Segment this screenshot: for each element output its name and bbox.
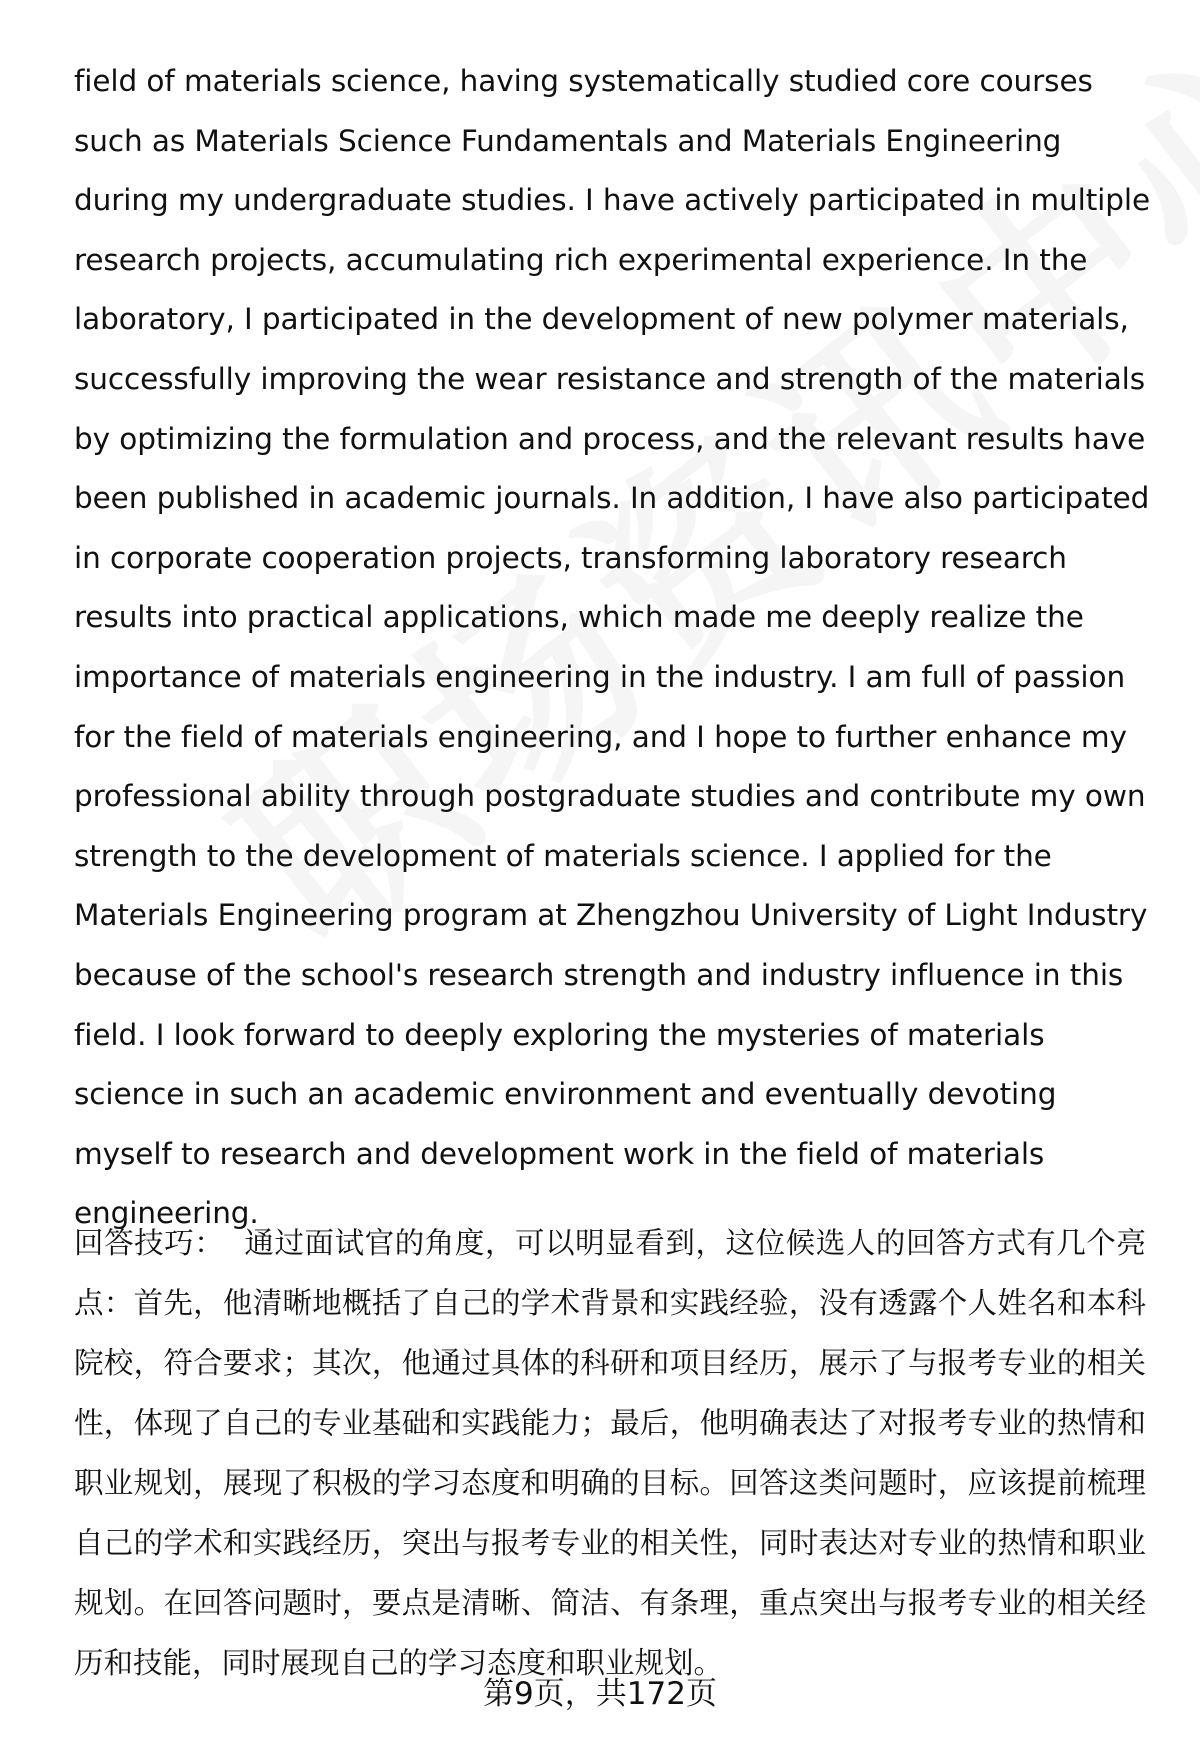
page-indicator: 第9页，共172页 [483,1676,717,1712]
answer-paragraph: field of materials science, having systematically studied core courses such as Materials Science Fundamentals and Materials Engineering during my undergraduate studies. I have actively participated in multiple research projects, accumulating rich experimental experience. In the laboratory, I participated in the development of new polymer materials, successfully improving the wear resistance and strength of the materials by optimizing the formulation and process, and the relevant results have been published in academic journals. In addition, I have also participated in corporate cooperation projects, transforming laboratory research results into practical applications, which made me deeply realize the importance of materials engineering in the industry. I am full of passion for the field of materials engineering, and I hope to further enhance my professional ability through postgraduate studies and contribute my own strength to the development of materials science. I applied for the Materials Engineering program at Zhengzhou University of Light Industry because of the school's research strength and industry influence in this field. I look forward to deeply exploring the mysteries of materials science in such an academic environment and eventually devoting myself to research and development work in the field of materials engineering. [74,64,1151,1231]
tips-paragraph [74,1213,1146,1693]
tips-label: 回答技巧： [74,1226,225,1260]
tips-text: 通过面试官的角度，可以明显看到，这位候选人的回答方式有几个亮点：首先，他清晰地概括了自己的学术背景和实践经验，没有透露个人姓名和本科院校，符合要求；其次，他通过具体的科研和项目经历，展示了与报考专业的相关性，体现了自己的专业基础和实践能力；最后，他明确表达了对报考专业的热情和职业规划，展现了积极的学习态度和明确的目标。回答这类问题时，应该提前梳理自己的学术和实践经历，突出与报考专业的相关性，同时表达对专业的热情和职业规划。在回答问题时，要点是清晰、简洁、有条理，重点突出与报考专业的相关经历和技能，同时展现自己的学习态度和职业规划。 [74,1226,1146,1680]
